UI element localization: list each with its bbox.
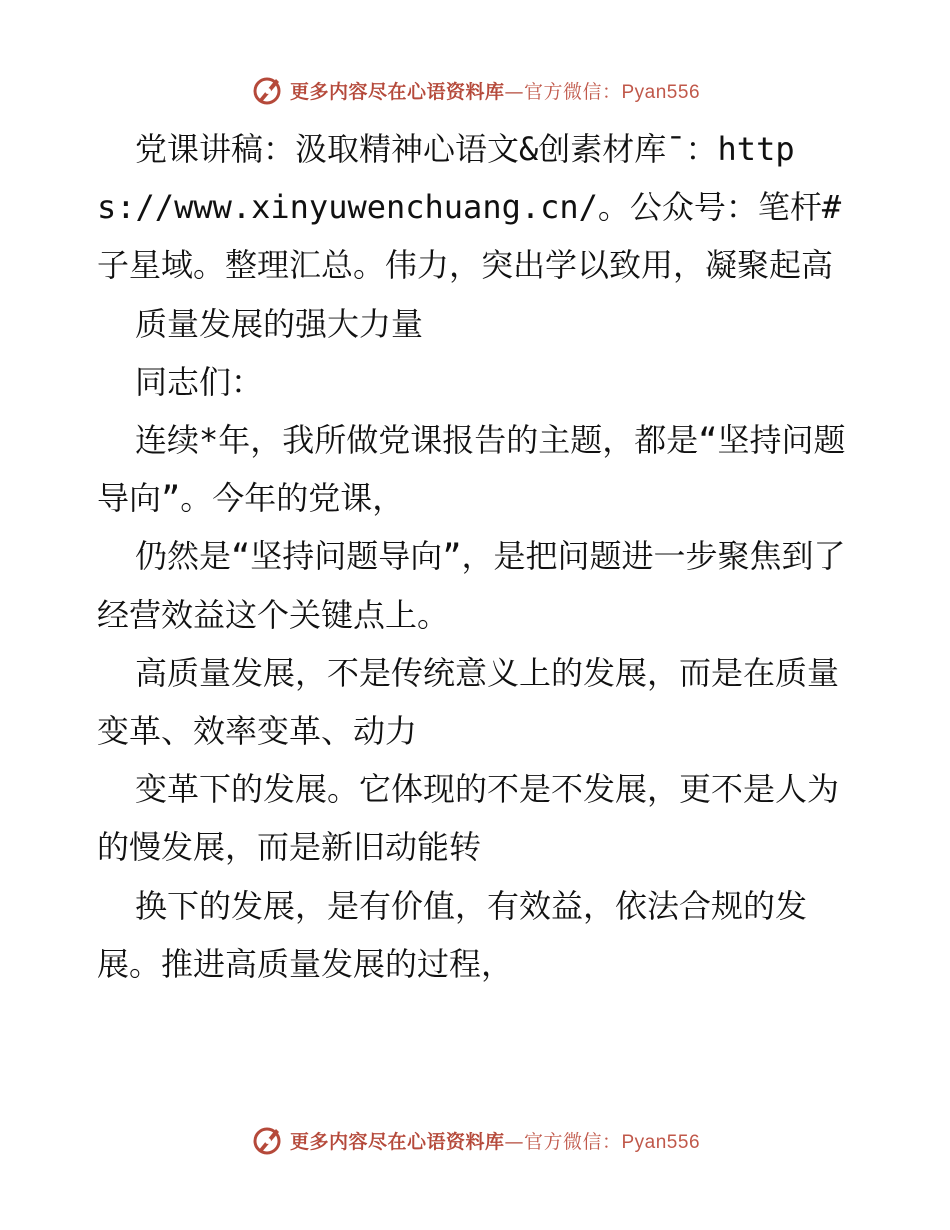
header-banner-wechat: 官方微信：Pyan556 [524, 81, 701, 103]
header-banner-text [290, 77, 700, 104]
footer-banner-title: 更多内容尽在心语资料库 [289, 1130, 505, 1153]
footer-banner-wechat: 官方微信：Pyan556 [524, 1131, 701, 1153]
footer-banner [0, 1120, 950, 1160]
paragraph: 高质量发展，不是传统意义上的发展，而是在质量变革、效率变革、动力 [97, 653, 840, 751]
paragraph: 党课讲稿：汲取精神心语文&创素材库¯：https://www.xinyuwenchuang.cn/。公众号：笔杆#子星域。整理汇总。伟力，突出学以致用，凝聚起高 [97, 130, 842, 285]
paragraph: 变革下的发展。它体现的不是不发展，更不是人为的慢发展，而是新旧动能转 [97, 770, 840, 867]
header-banner-dash: — [504, 80, 524, 103]
quill-logo-icon [250, 73, 284, 107]
document-body [97, 120, 857, 993]
paragraph: 同志们： [135, 362, 264, 401]
footer-banner-dash: — [504, 1130, 524, 1153]
header-banner [0, 70, 950, 110]
paragraph: 换下的发展，是有价值，有效益，依法合规的发展。推进高质量发展的过程， [97, 886, 808, 983]
header-banner-title: 更多内容尽在心语资料库 [289, 80, 505, 103]
paragraph: 质量发展的强大力量 [135, 304, 424, 343]
quill-logo-icon [250, 1123, 284, 1157]
paragraph: 连续*年，我所做党课报告的主题，都是“坚持问题导向”。今年的党课， [97, 421, 846, 518]
footer-banner-text [290, 1127, 700, 1154]
paragraph: 仍然是“坚持问题导向”，是把问题进一步聚焦到了经营效益这个关键点上。 [97, 537, 846, 634]
